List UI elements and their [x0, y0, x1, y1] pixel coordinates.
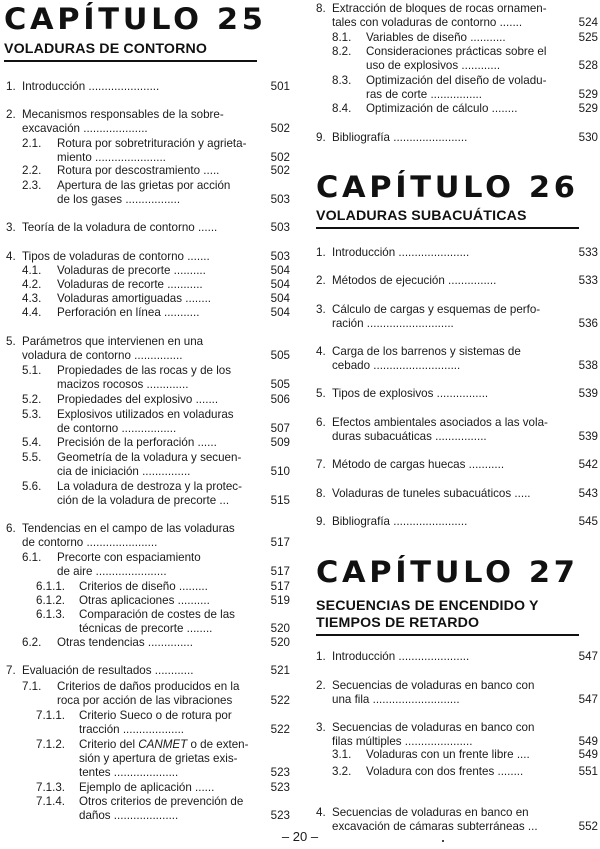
- toc-entry-text: roca por acción de las vibraciones: [57, 694, 233, 708]
- toc-entry-number: 4.2.: [22, 278, 42, 291]
- stray-mark: [442, 840, 444, 842]
- toc-entry-text: Métodos de ejecución ...............: [332, 274, 497, 287]
- toc-entry-number: 5.3.: [22, 408, 42, 421]
- toc-entry-number: 8.: [316, 487, 326, 500]
- chapter-27-subtitle: [316, 598, 579, 636]
- toc-entry-text: voladura de contorno ...............: [22, 349, 183, 363]
- toc-entry-text: Extracción de bloques de rocas ornamen-: [332, 2, 547, 15]
- toc-entry: [308, 274, 598, 288]
- toc-entry: [0, 580, 290, 594]
- toc-entry: [308, 721, 598, 749]
- toc-entry-text: Bibliografía .......................: [332, 515, 468, 528]
- toc-entry-text: Optimización de cálculo ........: [366, 102, 518, 115]
- toc-entry-text: Criterios de diseño .........: [79, 580, 208, 593]
- toc-entry-text: tentes ....................: [79, 766, 179, 780]
- toc-entry-page: 539: [578, 387, 598, 400]
- toc-entry-number: 5.: [6, 335, 16, 348]
- toc-entry-number: 4.: [316, 345, 326, 358]
- toc-entry-page: 549: [578, 735, 598, 749]
- toc-entry-text: Precorte con espaciamiento: [57, 551, 201, 564]
- toc-entry-page: 502: [270, 122, 290, 136]
- toc-entry-text: Criterio del CANMET o de exten-: [79, 738, 249, 751]
- toc-entry-number: 7.1.2.: [36, 738, 66, 751]
- toc-entry-page: 506: [270, 393, 290, 406]
- toc-entry: [0, 364, 290, 392]
- toc-entry-page: 520: [270, 636, 290, 649]
- toc-entry-text: Voladuras amortiguadas ........: [57, 292, 212, 305]
- toc-entry-page: 529: [578, 102, 598, 115]
- toc-entry-page: 551: [578, 765, 598, 778]
- toc-entry: [0, 680, 290, 708]
- toc-entry: [308, 458, 598, 472]
- toc-entry-text: macizos rocosos .............: [57, 378, 189, 392]
- toc-entry-text: Efectos ambientales asociados a las vola-: [332, 416, 548, 429]
- toc-entry-text: de los gases .................: [57, 193, 181, 207]
- toc-entry-text: filas múltiples .....................: [332, 735, 473, 749]
- toc-entry-text: Otras tendencias ..............: [57, 636, 193, 649]
- toc-entry-page: 502: [270, 151, 290, 165]
- toc-entry: [0, 480, 290, 508]
- chapter-26-title: CAPÍTULO 26: [316, 170, 579, 204]
- toc-entry-text: Tipos de explosivos ................: [332, 387, 489, 400]
- toc-entry-text: Comparación de costes de las: [79, 608, 235, 621]
- toc-entry-text: de aire ......................: [57, 565, 167, 579]
- toc-entry-number: 6.1.: [22, 551, 42, 564]
- toc-entry-number: 2.: [316, 679, 326, 692]
- toc-entry: [0, 80, 290, 94]
- toc-entry-text: Rotura por sobretrituración y agrieta-: [57, 137, 247, 150]
- toc-entry-number: 6.1.1.: [36, 580, 66, 593]
- toc-entry-page: 523: [270, 809, 290, 823]
- toc-entry-text: Secuencias de voladuras en banco en: [332, 806, 529, 819]
- toc-entry-page: 525: [578, 31, 598, 44]
- toc-entry-text: cebado ...........................: [332, 359, 461, 373]
- toc-entry: [308, 416, 598, 444]
- toc-entry-page: 501: [270, 80, 290, 93]
- toc-entry-text: Voladuras de recorte ...........: [57, 278, 203, 291]
- toc-entry: [0, 451, 290, 479]
- toc-entry-page: 549: [578, 748, 598, 761]
- toc-entry-text: Propiedades de las rocas y de los: [57, 364, 232, 377]
- toc-entry-page: 522: [270, 694, 290, 708]
- toc-entry: [308, 650, 598, 664]
- toc-entry-page: 530: [578, 131, 598, 144]
- toc-entry: [308, 74, 598, 102]
- toc-entry-number: 4.4.: [22, 306, 42, 319]
- toc-entry-page: 517: [270, 536, 290, 550]
- toc-entry-text: Introducción ......................: [22, 80, 160, 93]
- toc-entry: [0, 636, 290, 650]
- toc-entry-page: 543: [578, 487, 598, 500]
- toc-entry: [0, 278, 290, 292]
- toc-entry-page: 505: [270, 349, 290, 363]
- toc-entry: [308, 748, 598, 762]
- toc-entry-page: 509: [270, 436, 290, 449]
- toc-entry-page: 519: [270, 594, 290, 607]
- chapter-25-subtitle: [4, 41, 257, 62]
- toc-entry-text: Carga de los barrenos y sistemas de: [332, 345, 521, 358]
- toc-entry: [0, 108, 290, 136]
- toc-entry: [308, 2, 598, 30]
- toc-entry-number: 9.: [316, 515, 326, 528]
- toc-entry-number: 5.4.: [22, 436, 42, 449]
- toc-entry-number: 4.: [6, 250, 16, 263]
- toc-entry: [308, 765, 598, 779]
- toc-entry-number: 3.: [316, 303, 326, 316]
- toc-entry-number: 6.: [6, 522, 16, 535]
- toc-entry-page: 539: [578, 430, 598, 444]
- toc-entry-text: Rotura por descostramiento .....: [57, 164, 220, 177]
- toc-entry-page: 504: [270, 264, 290, 277]
- toc-entry: [0, 436, 290, 450]
- toc-entry-text: La voladura de destroza y la protec-: [57, 480, 242, 493]
- toc-entry-number: 6.: [316, 416, 326, 429]
- toc-entry-page: 517: [270, 580, 290, 593]
- toc-entry-number: 7.: [316, 458, 326, 471]
- toc-entry-page: 542: [578, 458, 598, 471]
- toc-entry-text: Introducción ......................: [332, 650, 470, 663]
- toc-entry-number: 3.: [6, 221, 16, 234]
- toc-entry-number: 3.1.: [332, 748, 352, 761]
- toc-entry-number: 3.2.: [332, 765, 352, 778]
- toc-entry: [308, 31, 598, 45]
- toc-entry-text: de contorno ......................: [22, 536, 158, 550]
- toc-entry-text: miento ......................: [57, 151, 166, 165]
- toc-entry: [308, 515, 598, 529]
- toc-entry-text: Tipos de voladuras de contorno .......: [22, 250, 210, 263]
- toc-entry-text: Bibliografía .......................: [332, 131, 468, 144]
- toc-entry-number: 7.1.3.: [36, 781, 66, 794]
- toc-entry-text: Optimización del diseño de voladu-: [366, 74, 547, 87]
- toc-entry-text: Perforación en línea ...........: [57, 306, 200, 319]
- toc-entry-number: 7.: [6, 664, 16, 677]
- toc-entry-number: 8.2.: [332, 45, 352, 58]
- toc-entry-number: 1.: [316, 650, 326, 663]
- toc-entry: [308, 487, 598, 501]
- toc-entry-page: 515: [270, 494, 290, 508]
- page-number: – 20 –: [281, 829, 319, 844]
- toc-entry-number: 3.: [316, 721, 326, 734]
- toc-entry-page: 522: [270, 723, 290, 737]
- toc-entry-number: 6.1.3.: [36, 608, 66, 621]
- toc-entry: [0, 664, 290, 678]
- toc-entry-number: 4.3.: [22, 292, 42, 305]
- toc-entry-page: 524: [578, 16, 598, 30]
- toc-entry-page: 510: [270, 465, 290, 479]
- toc-entry: [0, 393, 290, 407]
- toc-entry-number: 9.: [316, 131, 326, 144]
- toc-entry-page: 533: [578, 274, 598, 287]
- subtitle-line: TIEMPOS DE RETARDO: [316, 615, 480, 631]
- toc-entry-number: 5.: [316, 387, 326, 400]
- toc-entry-text: Cálculo de cargas y esquemas de perfo-: [332, 303, 541, 316]
- toc-entry-text: Teoría de la voladura de contorno ......: [22, 221, 218, 234]
- subtitle-line: VOLADURAS DE CONTORNO: [4, 41, 208, 57]
- subtitle-line: SECUENCIAS DE ENCENDIDO Y: [316, 598, 539, 614]
- toc-entry-text: de contorno .................: [57, 422, 177, 436]
- toc-entry: [0, 709, 290, 737]
- toc-entry-page: 503: [270, 250, 290, 263]
- toc-entry-text: duras subacuáticas ................: [332, 430, 487, 444]
- toc-entry-page: 507: [270, 422, 290, 436]
- toc-entry: [0, 795, 290, 823]
- toc-entry-text: Geometría de la voladura y secuen-: [57, 451, 242, 464]
- toc-entry-text: Introducción ......................: [332, 246, 470, 259]
- toc-entry: [0, 306, 290, 320]
- toc-entry-page: 503: [270, 221, 290, 234]
- toc-entry-number: 6.2.: [22, 636, 42, 649]
- toc-entry-page: 523: [270, 766, 290, 780]
- toc-entry-number: 2.: [6, 108, 16, 121]
- toc-entry-text: Voladuras de precorte ..........: [57, 264, 206, 277]
- toc-entry-page: 504: [270, 292, 290, 305]
- toc-entry-text: Consideraciones prácticas sobre el: [366, 45, 547, 58]
- toc-entry-number: 4.1.: [22, 264, 42, 277]
- toc-entry-page: 505: [270, 378, 290, 392]
- toc-entry-page: 552: [578, 820, 598, 834]
- toc-entry-text: Parámetros que intervienen en una: [22, 335, 204, 348]
- toc-entry: [308, 303, 598, 331]
- toc-entry-page: 502: [270, 164, 290, 177]
- toc-entry-number: 1.: [6, 80, 16, 93]
- toc-entry: [0, 335, 290, 363]
- toc-entry-text: Ejemplo de aplicación ......: [79, 781, 215, 794]
- subtitle-line: VOLADURAS SUBACUÁTICAS: [316, 208, 527, 224]
- toc-entry: [308, 345, 598, 373]
- toc-entry: [0, 408, 290, 436]
- toc-entry-text: Voladura con dos frentes ........: [366, 765, 524, 778]
- toc-entry-page: 504: [270, 306, 290, 319]
- toc-entry-text: una fila ...........................: [332, 693, 460, 707]
- toc-entry-number: 2.1.: [22, 137, 42, 150]
- toc-entry: [308, 679, 598, 707]
- toc-entry-page: 547: [578, 693, 598, 707]
- toc-entry-text: Secuencias de voladuras en banco con: [332, 679, 535, 692]
- toc-entry-page: 517: [270, 565, 290, 579]
- toc-entry-page: 503: [270, 193, 290, 207]
- chapter-25-title: CAPÍTULO 25: [4, 2, 267, 36]
- toc-entry: [308, 246, 598, 260]
- toc-entry-page: 520: [270, 622, 290, 636]
- toc-entry-text: Método de cargas huecas ...........: [332, 458, 505, 471]
- chapter-26-subtitle: [316, 208, 579, 229]
- toc-entry: [0, 594, 290, 608]
- toc-entry-text: uso de explosivos ............: [366, 59, 501, 73]
- toc-entry-number: 5.6.: [22, 480, 42, 493]
- chapter-27-title: CAPÍTULO 27: [316, 555, 579, 589]
- toc-entry: [0, 522, 290, 550]
- toc-entry-text: Mecanismos responsables de la sobre-: [22, 108, 224, 121]
- toc-entry-text: Voladuras con un frente libre ....: [366, 748, 530, 761]
- toc-entry-text: técnicas de precorte ........: [79, 622, 213, 636]
- toc-entry: [0, 608, 290, 636]
- toc-entry: [0, 250, 290, 264]
- toc-entry: [0, 164, 290, 178]
- toc-entry-page: 523: [270, 781, 290, 794]
- toc-entry-text: Explosivos utilizados en voladuras: [57, 408, 234, 421]
- toc-entry-number: 7.1.1.: [36, 709, 66, 722]
- toc-entry-text: Voladuras de tuneles subacuáticos .....: [332, 487, 531, 500]
- toc-entry-number: 2.3.: [22, 179, 42, 192]
- toc-entry: [0, 137, 290, 165]
- toc-entry-page: 538: [578, 359, 598, 373]
- toc-entry-text: Variables de diseño ...........: [366, 31, 506, 44]
- toc-entry-page: 545: [578, 515, 598, 528]
- toc-entry-number: 8.: [316, 2, 326, 15]
- toc-entry-page: 536: [578, 317, 598, 331]
- toc-entry-number: 2.2.: [22, 164, 42, 177]
- toc-entry-number: 4.: [316, 806, 326, 819]
- toc-entry-number: 7.1.: [22, 680, 42, 693]
- toc-entry-text: ración ...........................: [332, 317, 454, 331]
- toc-entry-text: excavación de cámaras subterráneas ...: [332, 820, 538, 834]
- toc-entry-number: 8.4.: [332, 102, 352, 115]
- toc-entry-text: ras de corte ................: [366, 88, 482, 102]
- toc-entry-text: Criterios de daños producidos en la: [57, 680, 240, 693]
- toc-entry-number: 7.1.4.: [36, 795, 66, 808]
- toc-entry-number: 5.1.: [22, 364, 42, 377]
- toc-entry-page: 528: [578, 59, 598, 73]
- toc-entry-number: 2.: [316, 274, 326, 287]
- toc-entry: [0, 292, 290, 306]
- toc-entry-text: Secuencias de voladuras en banco con: [332, 721, 535, 734]
- toc-entry-text: Otras aplicaciones ..........: [79, 594, 210, 607]
- toc-entry-text: cia de iniciación ...............: [57, 465, 191, 479]
- toc-entry: [308, 102, 598, 116]
- toc-entry-number: 1.: [316, 246, 326, 259]
- toc-entry-number: 5.5.: [22, 451, 42, 464]
- toc-entry: [0, 264, 290, 278]
- toc-entry: [0, 738, 290, 781]
- toc-entry: [308, 45, 598, 73]
- toc-entry-text: daños ....................: [79, 809, 179, 823]
- toc-entry-page: 521: [270, 664, 290, 677]
- toc-entry-number: 8.3.: [332, 74, 352, 87]
- toc-entry-text: Criterio Sueco o de rotura por: [79, 709, 232, 722]
- toc-entry-number: 8.1.: [332, 31, 352, 44]
- toc-entry: [308, 131, 598, 145]
- toc-entry-page: 504: [270, 278, 290, 291]
- toc-entry-page: 533: [578, 246, 598, 259]
- toc-entry: [0, 221, 290, 235]
- toc-entry-text: tracción ...................: [79, 723, 185, 737]
- toc-entry-number: 5.2.: [22, 393, 42, 406]
- toc-entry-text: excavación ....................: [22, 122, 148, 136]
- toc-entry-text: tales con voladuras de contorno .......: [332, 16, 523, 30]
- toc-entry: [0, 551, 290, 579]
- toc-entry: [0, 179, 290, 207]
- toc-entry-page: 547: [578, 650, 598, 663]
- toc-entry-text: Otros criterios de prevención de: [79, 795, 244, 808]
- toc-entry-text: Tendencias en el campo de las voladuras: [22, 522, 235, 535]
- toc-entry-text: Evaluación de resultados ............: [22, 664, 194, 677]
- toc-entry-text: ción de la voladura de precorte ...: [57, 494, 230, 508]
- toc-entry-text: sión y apertura de grietas exis-: [79, 752, 238, 766]
- toc-entry-text: Apertura de las grietas por acción: [57, 179, 231, 192]
- toc-entry-page: 529: [578, 88, 598, 102]
- toc-entry: [308, 387, 598, 401]
- toc-entry-text: Precisión de la perforación ......: [57, 436, 217, 449]
- toc-entry: [0, 781, 290, 795]
- toc-entry-text: Propiedades del explosivo .......: [57, 393, 219, 406]
- toc-entry-number: 6.1.2.: [36, 594, 66, 607]
